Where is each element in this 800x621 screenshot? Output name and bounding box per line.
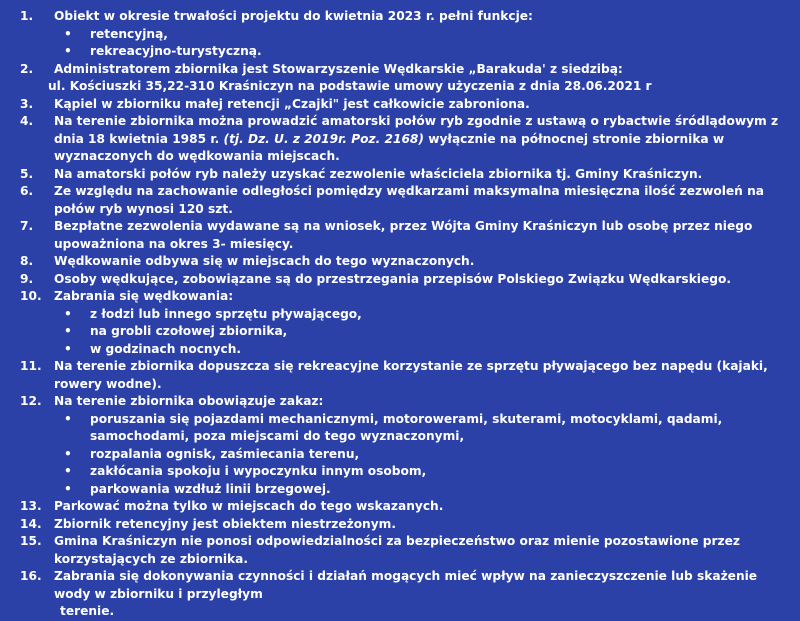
rule-text-continued: wyłącznie na północnej stronie zbiornika w wyznaczonych do wędkowania miejscach.	[54, 131, 725, 163]
rule-item	[18, 533, 786, 568]
rule-item	[18, 253, 786, 271]
rule-number: 15.	[20, 534, 42, 548]
sub-item	[54, 446, 786, 464]
sub-item	[54, 481, 786, 499]
bullet-icon: •	[64, 306, 72, 321]
sub-item-text: na grobli czołowej zbiornika,	[90, 324, 288, 338]
rule-address: ul. Kościuszki 35,22-310 Kraśniczyn na podstawie umowy użyczenia z dnia 28.06.2021 r	[48, 79, 652, 93]
rule-text: Na amatorski połów ryb należy uzyskać zezwolenie właściciela zbiornika tj. Gminy Kraśniczyn.	[54, 166, 703, 181]
sub-item	[54, 306, 786, 324]
rule-number: 14.	[20, 516, 42, 531]
sub-item	[54, 341, 786, 359]
rule-item	[18, 358, 786, 393]
rule-item	[18, 96, 786, 114]
bullet-icon: •	[64, 411, 72, 426]
rule-item	[18, 288, 786, 358]
sub-item-text: rekreacyjno-turystyczną.	[90, 44, 262, 58]
rules-list	[18, 8, 786, 621]
rule-text: Bezpłatne zezwolenia wydawane są na wniosek, przez Wójta Gminy Kraśniczyn lub osobę przez niego upoważniona na okres 3- miesięcy.	[54, 219, 753, 251]
rule-text: Zbiornik retencyjny jest obiektem niestrzeżonym.	[54, 516, 397, 531]
bullet-icon: •	[64, 481, 72, 496]
bullet-icon: •	[64, 26, 72, 41]
bullet-icon: •	[64, 341, 72, 356]
rule-item	[18, 8, 786, 61]
sub-item-text: z łodzi lub innego sprzętu pływającego,	[90, 306, 362, 321]
sub-item	[54, 411, 786, 446]
rule-text: Zabrania się dokonywania czynności i działań mogących mieć wpływ na zanieczyszczenie lub skażenie wody w zbiorniku i przyległym	[54, 569, 758, 601]
rule-number: 3.	[20, 96, 34, 111]
rule-item	[18, 498, 786, 516]
rule-number: 8.	[20, 254, 34, 268]
sub-list	[54, 411, 786, 499]
rule-item	[18, 568, 786, 621]
rule-number: 13.	[20, 499, 42, 513]
sub-item-text: w godzinach nocnych.	[90, 341, 242, 356]
sub-item-text: zakłócania spokoju i wypoczynku innym osobom,	[90, 464, 427, 478]
rule-text: Zabrania się wędkowania:	[54, 289, 234, 303]
rule-text: Obiekt w okresie trwałości projektu do kwietnia 2023 r. pełni funkcje:	[54, 9, 533, 23]
rule-item	[18, 61, 786, 96]
sub-item-text: rozpalania ognisk, zaśmiecania terenu,	[90, 446, 360, 461]
rule-item	[18, 516, 786, 534]
sub-item-text: poruszania się pojazdami mechanicznymi, motorowerami, skuterami, motocyklami, qadami, samochodami, poza miejscami do tego wyznaczonymi,	[90, 411, 723, 443]
rule-number: 16.	[20, 569, 42, 583]
rule-text: Ze względu na zachowanie odległości pomiędzy wędkarzami maksymalna miesięczna ilość zezwoleń na połów ryb wynosi 120 szt.	[54, 184, 764, 216]
sub-item-text: retencyjną,	[90, 26, 168, 41]
rule-number: 1.	[20, 9, 34, 23]
rule-item	[18, 218, 786, 253]
rule-item	[18, 183, 786, 218]
bullet-icon: •	[64, 44, 72, 58]
rule-number: 9.	[20, 271, 34, 286]
sub-item	[54, 463, 786, 481]
law-citation: (tj. Dz. U. z 2019r. Poz. 2168)	[223, 131, 424, 146]
rule-text-continued: terenie.	[60, 604, 115, 618]
sub-item-text: parkowania wzdłuż linii brzegowej.	[90, 481, 331, 496]
rule-text: Gmina Kraśniczyn nie ponosi odpowiedzialności za bezpieczeństwo oraz mienie pozostawione przez korzystających ze zbiornika.	[54, 534, 740, 566]
bullet-icon: •	[64, 324, 72, 338]
rule-number: 5.	[20, 166, 34, 181]
rule-number: 4.	[20, 114, 34, 128]
bullet-icon: •	[64, 464, 72, 478]
rule-text: Administratorem zbiornika jest Stowarzyszenie Wędkarskie „Barakuda' z siedzibą:	[54, 61, 623, 76]
rule-item	[18, 166, 786, 184]
sub-item	[54, 43, 786, 61]
rule-number: 10.	[20, 289, 42, 303]
rule-number: 11.	[20, 359, 42, 373]
rule-text: Osoby wędkujące, zobowiązane są do przestrzegania przepisów Polskiego Związku Wędkarskiego.	[54, 271, 731, 286]
rule-text: Parkować można tylko w miejscach do tego wskazanych.	[54, 499, 444, 513]
rule-item	[18, 393, 786, 498]
bullet-icon: •	[64, 446, 72, 461]
rule-text: Na terenie zbiornika obowiązuje zakaz:	[54, 394, 324, 408]
rule-text: Na terenie zbiornika można prowadzić amatorski połów ryb zgodnie z ustawą o rybactwie śródlądowym z dnia 18 kwietnia 1985 r.	[54, 114, 779, 146]
rule-item	[18, 113, 786, 166]
rule-number: 7.	[20, 219, 34, 233]
rule-item	[18, 271, 786, 289]
rule-number: 6.	[20, 184, 34, 198]
sub-item	[54, 323, 786, 341]
rule-text: Na terenie zbiornika dopuszcza się rekreacyjne korzystanie ze sprzętu pływającego bez napędu (kajaki, rowery wodne).	[54, 359, 768, 391]
rule-text: Kąpiel w zbiorniku małej retencji „Czajki" jest całkowicie zabroniona.	[54, 96, 530, 111]
rule-number: 12.	[20, 394, 42, 408]
sub-list	[54, 26, 786, 61]
rule-number: 2.	[20, 61, 34, 76]
sub-item	[54, 26, 786, 44]
sub-list	[54, 306, 786, 359]
rule-text: Wędkowanie odbywa się w miejscach do tego wyznaczonych.	[54, 254, 475, 268]
